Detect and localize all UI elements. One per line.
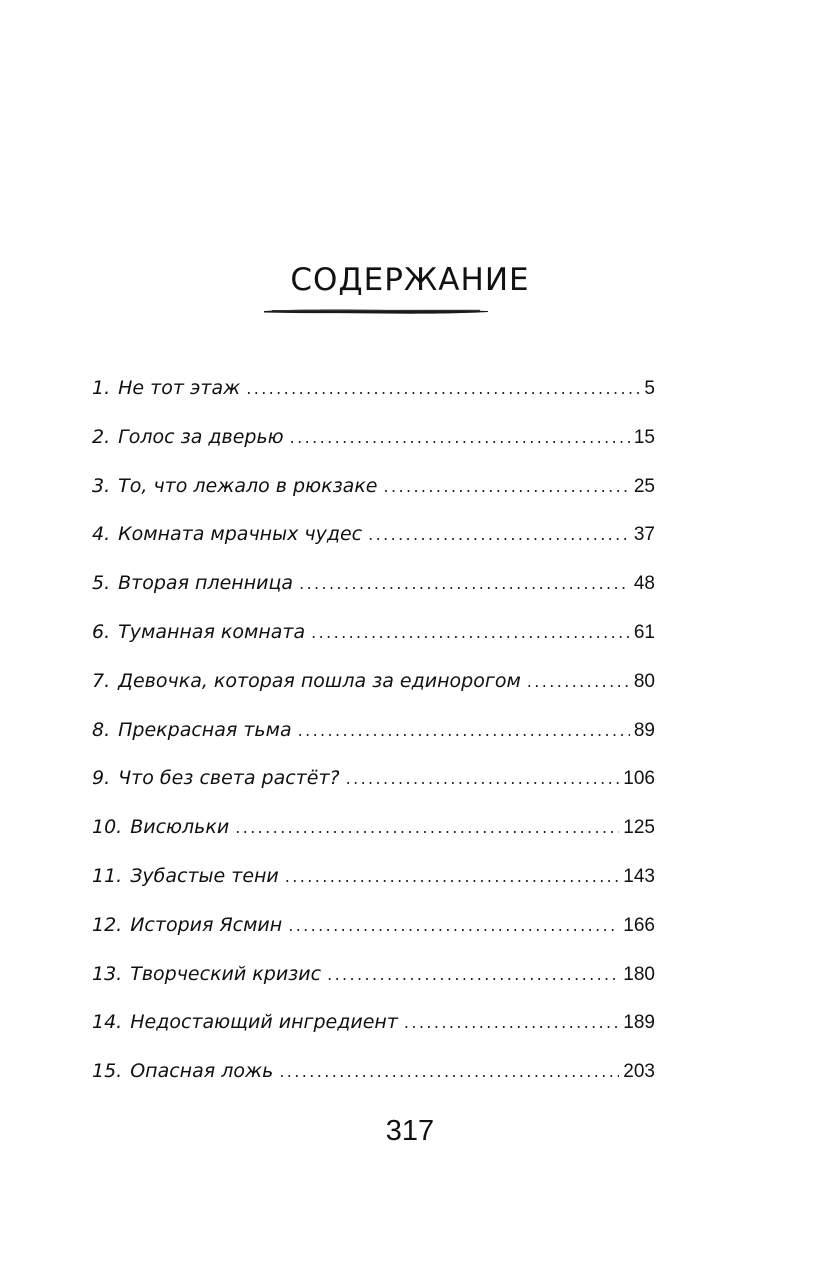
- toc-entry[interactable]: [92, 865, 655, 914]
- toc-leader-dots: [368, 525, 630, 544]
- toc-entry-title: Что без света растёт?: [118, 767, 340, 790]
- toc-entry-number: 1.: [92, 377, 111, 399]
- toc-entry-title: Опасная ложь: [130, 1060, 274, 1083]
- toc-entry-number: 13.: [92, 962, 123, 985]
- toc-entry-title: Зубастые тени: [130, 864, 279, 887]
- toc-entry-page: 15: [633, 426, 655, 448]
- toc-entry-number: 3.: [92, 474, 111, 497]
- toc-entry-title: Девочка, которая пошла за единорогом: [118, 669, 521, 692]
- toc-leader-dots: [327, 965, 619, 984]
- toc-entry-page: 166: [623, 914, 655, 936]
- toc-entry-title: Туманная комната: [118, 620, 306, 643]
- toc-entry-number: 4.: [92, 523, 111, 546]
- toc-entry[interactable]: [92, 816, 655, 865]
- toc-entry-title: Комната мрачных чудес: [118, 523, 363, 546]
- toc-entry-title: Творческий кризис: [130, 962, 322, 985]
- toc-entry-number: 7.: [92, 669, 111, 692]
- page-title: СОДЕРЖАНИЕ: [290, 262, 530, 298]
- toc-entry[interactable]: [92, 914, 655, 963]
- toc-entry-number: 10.: [92, 816, 123, 839]
- toc-leader-dots: [288, 916, 619, 935]
- toc-entry-number: 5.: [92, 572, 111, 595]
- toc-entry-page: 5: [644, 378, 655, 399]
- toc-entry-number: 12.: [92, 913, 123, 936]
- toc-entry[interactable]: [92, 426, 655, 475]
- toc-leader-dots: [527, 672, 630, 691]
- toc-entry-number: 11.: [92, 864, 123, 887]
- toc-entry-number: 2.: [92, 425, 111, 448]
- page-number: 317: [385, 1115, 435, 1147]
- title-underline: [262, 306, 490, 316]
- toc-entry[interactable]: [92, 963, 655, 1012]
- toc-leader-dots: [346, 769, 620, 788]
- toc-entry-number: 14.: [92, 1011, 123, 1034]
- toc-leader-dots: [311, 623, 630, 642]
- toc-leader-dots: [299, 574, 630, 593]
- toc-entry[interactable]: [92, 377, 655, 426]
- toc-entry-title: История Ясмин: [130, 913, 283, 936]
- toc-leader-dots: [285, 867, 620, 886]
- toc-entry-page: 37: [633, 524, 655, 546]
- toc-leader-dots: [279, 1062, 619, 1081]
- toc-entry-page: 48: [633, 573, 655, 595]
- toc-entry[interactable]: [92, 719, 655, 768]
- toc-entry-title: Прекрасная тьма: [118, 718, 292, 741]
- toc-entry-title: Вторая пленница: [118, 572, 294, 595]
- toc-entry-page: 61: [633, 621, 655, 643]
- toc-leader-dots: [290, 428, 630, 447]
- toc-entry[interactable]: [92, 767, 655, 816]
- toc-entry[interactable]: [92, 523, 655, 572]
- toc-entry-page: 80: [633, 670, 655, 692]
- toc-entry[interactable]: [92, 572, 655, 621]
- toc-entry-number: 8.: [92, 718, 111, 741]
- toc-entry-title: Висюльки: [130, 816, 230, 839]
- toc-leader-dots: [246, 379, 640, 398]
- toc-entry[interactable]: [92, 475, 655, 524]
- toc-entry-page: 180: [623, 963, 655, 985]
- toc-entry[interactable]: [92, 1060, 655, 1109]
- table-of-contents: [92, 377, 655, 1109]
- toc-leader-dots: [235, 818, 619, 837]
- toc-entry-page: 25: [633, 475, 655, 497]
- toc-entry-number: 6.: [92, 620, 111, 643]
- toc-entry[interactable]: [92, 621, 655, 670]
- toc-entry-page: 125: [623, 817, 655, 839]
- toc-entry-title: Голос за дверью: [118, 425, 284, 448]
- toc-entry-page: 189: [623, 1012, 655, 1034]
- toc-entry-page: 106: [623, 768, 655, 790]
- toc-leader-dots: [404, 1013, 619, 1032]
- toc-entry-title: Не тот этаж: [118, 377, 241, 399]
- toc-entry-number: 15.: [92, 1060, 123, 1083]
- toc-entry[interactable]: [92, 1011, 655, 1060]
- toc-entry-page: 89: [633, 719, 655, 741]
- toc-leader-dots: [384, 477, 630, 496]
- toc-entry-page: 203: [623, 1061, 655, 1083]
- toc-entry-title: Недостающий ингредиент: [130, 1011, 398, 1034]
- toc-entry-number: 9.: [92, 767, 111, 790]
- toc-entry[interactable]: [92, 670, 655, 719]
- toc-leader-dots: [298, 721, 630, 740]
- toc-entry-title: То, что лежало в рюкзаке: [118, 474, 378, 497]
- toc-entry-page: 143: [623, 865, 655, 887]
